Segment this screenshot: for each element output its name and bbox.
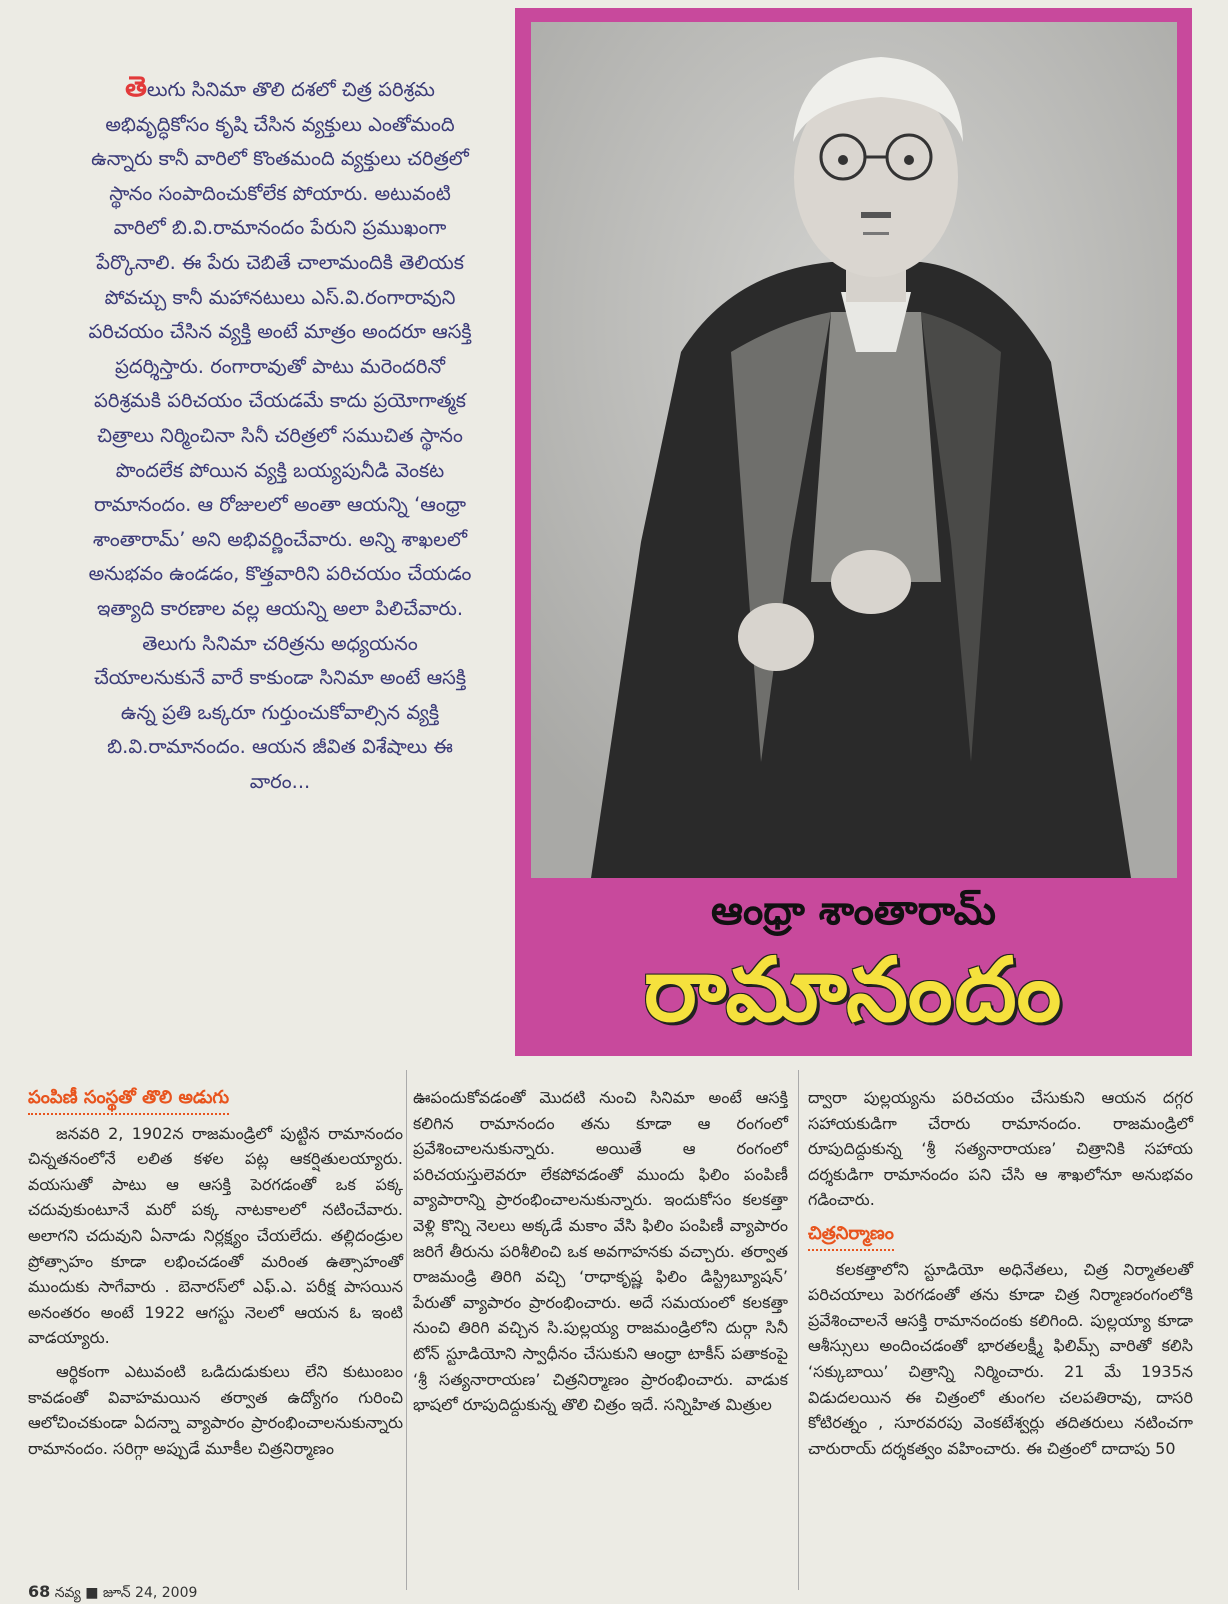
column-divider <box>798 1070 799 1590</box>
article-paragraph: ఊపందుకోవడంతో మొదటి నుంచి సినిమా అంటే ఆసక్తి కలిగిన రామానందం తను కూడా ఆ రంగంలో ప్రవేశించాలనుకున్నారు. అయితే ఆ రంగంలో పరిచయస్తులెవరూ లేకపోవడంతో ముందు ఫిలిం పంపిణీ వ్యాపారాన్ని ప్రారంభించాలనుకున్నారు. ఇందుకోసం కలకత్తా వెళ్లి కొన్ని నెలలు అక్కడే మకాం వేసి ఫిలిం పంపిణీ వ్యాపారం జరిగే తీరును పరిశీలించి ఒక అవగాహనకు వచ్చారు. తర్వాత రాజమండ్రి తిరిగి వచ్చి ‘రాధాకృష్ణ ఫిలిం డిస్ట్రిబ్యూషన్’ పేరుతో వ్యాపారం ప్రారంభించారు. అదే సమయంలో కలకత్తా నుంచి తిరిగి వచ్చిన సి.పుల్లయ్య రాజమండ్రిలోని దుర్గా సినీ టోన్ స్టూడియోని స్వాధీనం చేసుకుని ఆంధ్రా టాకీస్ పతాకంపై ‘శ్రీ సత్యనారాయణ’ చిత్రనిర్మాణం ప్రారంభించారు. వాడుక భాషలో రూపుదిద్దుకున్న తొలి చిత్రం ఇదే. సన్నిహిత మిత్రుల <box>413 1088 788 1415</box>
article-paragraph: ఆర్థికంగా ఎటువంటి ఒడిదుడుకులు లేని కుటుంబం కావడంతో వివాహమయిన తర్వాత ఉద్యోగం గురించి ఆలోచించకుండా ఏదన్నా వ్యాపారం ప్రారంభించాలనుకున్నారు రామానందం. సరిగ్గా అప్పుడే మూకీల చిత్రనిర్మాణం <box>28 1361 403 1458</box>
column-divider <box>406 1070 407 1590</box>
section-heading-distribution: పంపిణీ సంస్థతో తొలి అడుగు <box>28 1085 229 1115</box>
intro-dropcap: తె <box>125 70 147 103</box>
title-heading: రామానందం <box>643 938 1064 1041</box>
article-column-2 <box>413 1085 788 1426</box>
page-footer <box>28 1582 197 1604</box>
section-heading-production: చిత్రనిర్మాణం <box>808 1221 894 1251</box>
portrait-photo <box>531 22 1177 878</box>
article-paragraph: కలకత్తాలోని స్టూడియో అధినేతలు, చిత్ర నిర్మాతలతో పరిచయాలు పెరగడంతో తను కూడా చిత్ర నిర్మాణరంగంలోకి ప్రవేశించాలనే ఆసక్తి రామానందంకు కలిగింది. పుల్లయ్యా కూడా ఆశీస్సులు అందించడంతో భారతలక్ష్మీ ఫిలిమ్స్ వారితో కలిసి ‘సక్కుబాయి’ చిత్రాన్ని నిర్మించారు. 21 మే 1935న విడుదలయిన ఈ చిత్రంలో తుంగల చలపతిరావు, దాసరి కోటిరత్నం , సూరవరపు వెంకటేశ్వర్లు తదితరులు నటించగా చారురాయ్ దర్శకత్వం వహించారు. ఈ చిత్రంలో దాదాపు 50 <box>808 1259 1193 1458</box>
portrait-illustration <box>531 22 1177 878</box>
page-number: 68 <box>28 1582 51 1601</box>
issue-label: నవ్య ■ జూన్ 24, 2009 <box>54 1585 198 1601</box>
article-paragraph: జనవరి 2, 1902న రాజమండ్రిలో పుట్టిన రామానందం చిన్నతనంలోనే లలిత కళల పట్ల ఆకర్షితులయ్యారు. వయసుతో పాటు ఆ ఆసక్తి పెరగడంతో ఒక పక్క చదువుకుంటూనే మరో పక్క నాటకాలలో నటించేవారు. అలాగని చదువుని ఏనాడు నిర్లక్ష్యం చేయలేదు. తల్లిదండ్రుల ప్రోత్సాహం కూడా లభించడంతో మరింత ఉత్సాహంతో ముందుకు సాగేవారు . బెనారస్‌లో ఎఫ్.ఎ. పరీక్ష పాసయిన అనంతరం అంటే 1922 ఆగస్టు నెలలో ఆయన ఓ ఇంటి వాడయ్యారు. <box>28 1123 403 1348</box>
article-column-1 <box>28 1085 403 1469</box>
article-column-3 <box>808 1085 1193 1469</box>
article-paragraph: ద్వారా పుల్లయ్యను పరిచయం చేసుకుని ఆయన దగ్గర సహాయకుడిగా చేరారు రామానందం. రాజమండ్రిలో రూపుదిద్దుకున్న ‘శ్రీ సత్యనారాయణ’ చిత్రానికి సహాయ దర్శకుడిగా రామానందం పని చేసి ఆ శాఖలోనూ అనుభవం గడించారు. <box>808 1088 1193 1210</box>
intro-body: లుగు సినిమా తొలి దశలో చిత్ర పరిశ్రమ అభివృద్ధికోసం కృషి చేసిన వ్యక్తులు ఎంతోమంది ఉన్నారు కానీ వారిలో కొంతమంది వ్యక్తులు చరిత్రలో స్థానం సంపాదించుకోలేక పోయారు. అటువంటి వారిలో బి.వి.రామానందం పేరుని ప్రముఖంగా పేర్కొనాలి. ఈ పేరు చెబితే చాలామందికి తెలియక పోవచ్చు కానీ మహానటులు ఎస్.వి.రంగారావుని పరిచయం చేసిన వ్యక్తి అంటే మాత్రం అందరూ ఆసక్తి ప్రదర్శిస్తారు. రంగారావుతో పాటు మరెందరినో పరిశ్రమకి పరిచయం చేయడమే కాదు ప్రయోగాత్మక చిత్రాలు నిర్మించినా సినీ చరిత్రలో సముచిత స్థానం పొందలేక పోయిన వ్యక్తి బయ్యపునీడి వెంకట రామానందం. ఆ రోజులలో అంతా ఆయన్ని ‘ఆంధ్రా శాంతారామ్’ అని అభివర్ణించేవారు. అన్ని శాఖలలో అనుభవం ఉండడం, కొత్తవారిని పరిచయం చేయడం ఇత్యాది కారణాల వల్ల ఆయన్ని అలా పిలిచేవారు. తెలుగు సినిమా చరిత్రను అధ్యయనం చేయాలనుకునే వారే కాకుండా సినిమా అంటే ఆసక్తి ఉన్న ప్రతి ఒక్కరూ గుర్తుంచుకోవాల్సిన వ్యక్తి బి.వి.రామానందం. ఆయన జీవిత విశేషాలు ఈ వారం... <box>88 78 472 793</box>
intro-text <box>85 70 475 799</box>
title-subheading: ఆంధ్రా శాంతారామ్ <box>711 888 996 934</box>
title-panel <box>515 8 1192 1056</box>
